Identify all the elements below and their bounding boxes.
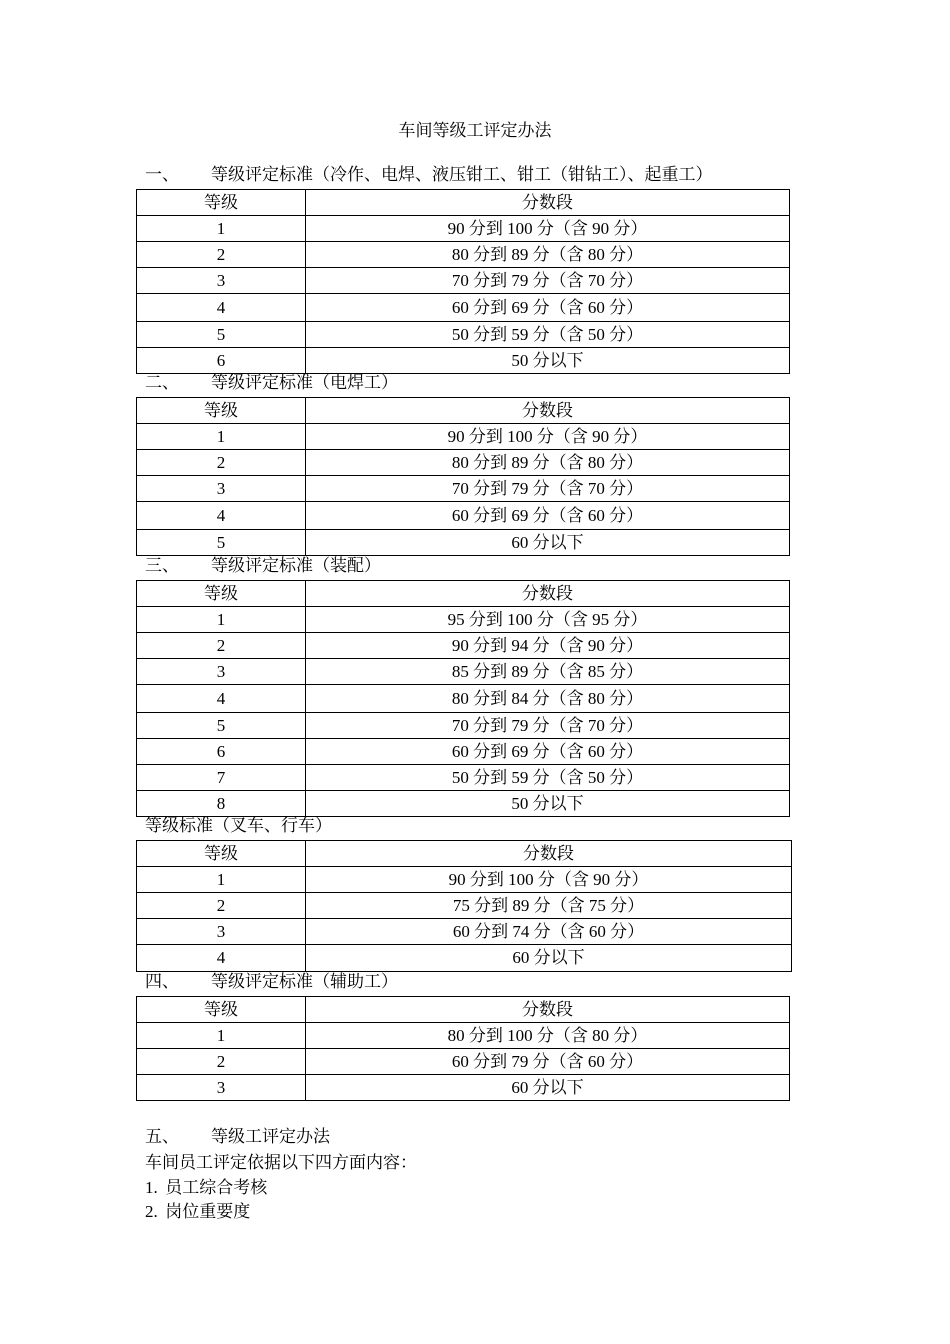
table-header-row — [137, 190, 790, 216]
grade-table-3 — [136, 580, 790, 817]
score-range-cell: 60 分到 69 分（含 60 分） — [306, 294, 790, 322]
table-row — [137, 713, 790, 739]
score-range-cell: 60 分以下 — [306, 945, 792, 972]
header-score-range: 分数段 — [306, 997, 790, 1023]
header-score-range: 分数段 — [306, 841, 792, 867]
section-heading-forklift — [145, 816, 332, 836]
table-row — [137, 242, 790, 268]
score-range-cell: 60 分到 69 分（含 60 分） — [306, 739, 790, 765]
header-score-range: 分数段 — [306, 190, 790, 216]
score-range-cell: 70 分到 79 分（含 70 分） — [306, 713, 790, 739]
grade-cell: 7 — [137, 765, 306, 791]
header-grade: 等级 — [137, 841, 306, 867]
section-title: 等级评定标准（装配） — [211, 556, 381, 575]
table-header-row — [137, 581, 790, 607]
score-range-cell: 90 分到 100 分（含 90 分） — [306, 216, 790, 242]
score-range-cell: 80 分到 89 分（含 80 分） — [306, 450, 790, 476]
list-item — [145, 1202, 250, 1222]
grade-cell: 2 — [137, 893, 306, 919]
grade-cell: 1 — [137, 216, 306, 242]
section-number: 一、 — [145, 165, 179, 184]
grade-table-2 — [136, 397, 790, 556]
score-range-cell: 75 分到 89 分（含 75 分） — [306, 893, 792, 919]
header-grade: 等级 — [137, 581, 306, 607]
grade-cell: 3 — [137, 659, 306, 685]
grade-table-forklift — [136, 840, 792, 972]
grade-cell: 3 — [137, 476, 306, 502]
table-row — [137, 476, 790, 502]
grade-cell: 3 — [137, 1075, 306, 1101]
score-range-cell: 70 分到 79 分（含 70 分） — [306, 476, 790, 502]
table-row — [137, 1023, 790, 1049]
grade-cell: 2 — [137, 633, 306, 659]
table-row — [137, 685, 790, 713]
score-range-cell: 70 分到 79 分（含 70 分） — [306, 268, 790, 294]
section-number: 四、 — [145, 972, 179, 991]
section-number: 三、 — [145, 556, 179, 575]
grade-cell: 6 — [137, 739, 306, 765]
table-row — [137, 268, 790, 294]
grade-cell: 3 — [137, 919, 306, 945]
score-range-cell: 80 分到 84 分（含 80 分） — [306, 685, 790, 713]
score-range-cell: 50 分以下 — [306, 348, 790, 374]
grade-cell: 4 — [137, 945, 306, 972]
header-score-range: 分数段 — [306, 581, 790, 607]
table-row — [137, 893, 792, 919]
score-range-cell: 95 分到 100 分（含 95 分） — [306, 607, 790, 633]
section-number: 五、 — [145, 1127, 179, 1146]
score-range-cell: 90 分到 94 分（含 90 分） — [306, 633, 790, 659]
list-item — [145, 1178, 267, 1198]
section-title: 等级标准（叉车、行车） — [145, 816, 332, 835]
score-range-cell: 60 分以下 — [306, 1075, 790, 1101]
section-title: 等级工评定办法 — [211, 1127, 330, 1146]
table-row — [137, 294, 790, 322]
grade-cell: 1 — [137, 424, 306, 450]
list-item-index: 1. — [145, 1178, 158, 1197]
section-heading-4 — [145, 972, 398, 992]
section5-intro: 车间员工评定依据以下四方面内容： — [145, 1153, 417, 1172]
table-row — [137, 450, 790, 476]
table-row — [137, 659, 790, 685]
table-row — [137, 530, 790, 556]
grade-cell: 1 — [137, 607, 306, 633]
grade-cell: 2 — [137, 450, 306, 476]
table-row — [137, 867, 792, 893]
score-range-cell: 60 分到 79 分（含 60 分） — [306, 1049, 790, 1075]
header-score-range: 分数段 — [306, 398, 790, 424]
table-row — [137, 791, 790, 817]
table-row — [137, 765, 790, 791]
grade-cell: 5 — [137, 530, 306, 556]
list-item-text: 岗位重要度 — [165, 1202, 251, 1221]
section-heading-2 — [145, 373, 398, 393]
score-range-cell: 60 分以下 — [306, 530, 790, 556]
grade-cell: 1 — [137, 867, 306, 893]
score-range-cell: 50 分到 59 分（含 50 分） — [306, 765, 790, 791]
list-item-text: 员工综合考核 — [165, 1178, 268, 1197]
grade-table-1 — [136, 189, 790, 374]
table-header-row — [137, 841, 792, 867]
header-grade: 等级 — [137, 398, 306, 424]
table-row — [137, 1049, 790, 1075]
table-row — [137, 322, 790, 348]
table-row — [137, 502, 790, 530]
table-row — [137, 607, 790, 633]
grade-cell: 8 — [137, 791, 306, 817]
header-grade: 等级 — [137, 997, 306, 1023]
section-title: 等级评定标准（辅助工） — [211, 972, 398, 991]
grade-cell: 5 — [137, 322, 306, 348]
section-title: 等级评定标准（电焊工） — [211, 373, 398, 392]
header-grade: 等级 — [137, 190, 306, 216]
score-range-cell: 80 分到 100 分（含 80 分） — [306, 1023, 790, 1049]
grade-cell: 1 — [137, 1023, 306, 1049]
table-row — [137, 424, 790, 450]
grade-cell: 2 — [137, 1049, 306, 1075]
grade-cell: 4 — [137, 685, 306, 713]
score-range-cell: 80 分到 89 分（含 80 分） — [306, 242, 790, 268]
score-range-cell: 60 分到 69 分（含 60 分） — [306, 502, 790, 530]
score-range-cell: 90 分到 100 分（含 90 分） — [306, 424, 790, 450]
table-row — [137, 919, 792, 945]
grade-cell: 3 — [137, 268, 306, 294]
table-row — [137, 216, 790, 242]
grade-cell: 5 — [137, 713, 306, 739]
section-heading-5 — [145, 1127, 330, 1147]
grade-cell: 6 — [137, 348, 306, 374]
score-range-cell: 85 分到 89 分（含 85 分） — [306, 659, 790, 685]
grade-table-4 — [136, 996, 790, 1101]
list-item-index: 2. — [145, 1202, 158, 1221]
section-number: 二、 — [145, 373, 179, 392]
grade-cell: 2 — [137, 242, 306, 268]
score-range-cell: 50 分到 59 分（含 50 分） — [306, 322, 790, 348]
section-title: 等级评定标准（冷作、电焊、液压钳工、钳工（钳钻工）、起重工） — [211, 165, 713, 184]
section-heading-1 — [145, 165, 713, 185]
score-range-cell: 90 分到 100 分（含 90 分） — [306, 867, 792, 893]
score-range-cell: 50 分以下 — [306, 791, 790, 817]
table-row — [137, 633, 790, 659]
table-row — [137, 739, 790, 765]
score-range-cell: 60 分到 74 分（含 60 分） — [306, 919, 792, 945]
table-row — [137, 1075, 790, 1101]
table-header-row — [137, 997, 790, 1023]
table-row — [137, 348, 790, 374]
table-row — [137, 945, 792, 972]
table-header-row — [137, 398, 790, 424]
grade-cell: 4 — [137, 502, 306, 530]
section-heading-3 — [145, 556, 381, 576]
grade-cell: 4 — [137, 294, 306, 322]
document-title: 车间等级工评定办法 — [398, 121, 552, 140]
